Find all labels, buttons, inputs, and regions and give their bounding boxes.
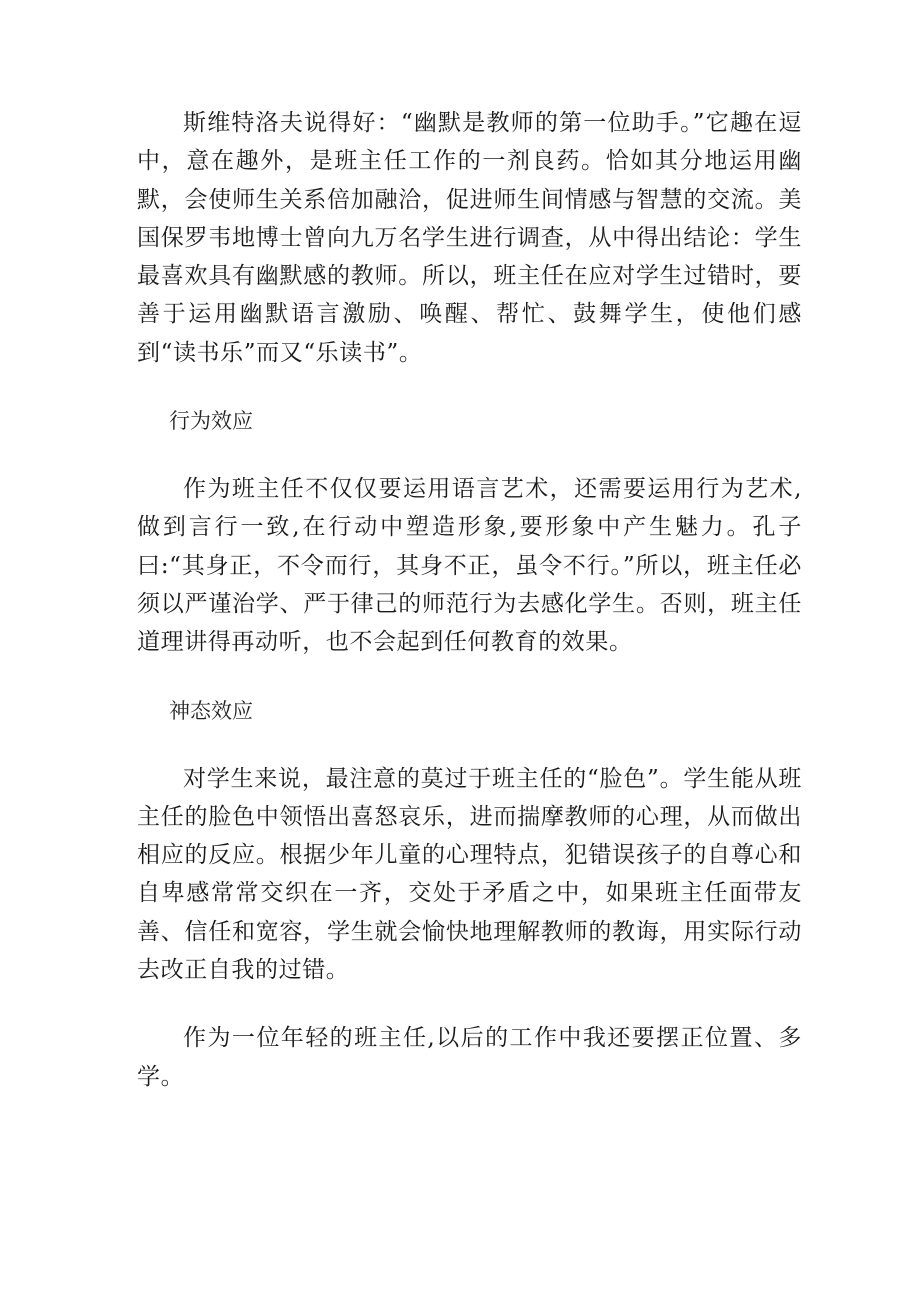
heading-expression-effect: 神态效应 [169, 698, 253, 723]
paragraph-closing: 作为一位年轻的班主任,以后的工作中我还要摆正位置、多学。 [137, 1025, 802, 1090]
paragraph-expression: 对学生来说，最注意的莫过于班主任的“脸色”。学生能从班主任的脸色中领悟出喜怒哀乐，进而揣摩教师的心理，从而做出相应的反应。根据少年儿童的心理特点，犯错误孩子的自尊心和自卑感常常交织在一齐，交处于矛盾之中，如果班主任面带友善、信任和宽容，学生就会愉快地理解教师的教诲，用实际行动去改正自我的过错。 [137, 765, 802, 984]
paragraph-behavior: 作为班主任不仅仅要运用语言艺术，还需要运用行为艺术,做到言行一致,在行动中塑造形象,要形象中产生魅力。孔子曰:“其身正，不令而行，其身不正，虽令不行。”所以，班主任必须以严谨治学、严于律己的师范行为去感化学生。否则，班主任道理讲得再动听，也不会起到任何教育的效果。 [137, 476, 802, 656]
heading-behavior-effect: 行为效应 [169, 409, 253, 434]
paragraph-humor: 斯维特洛夫说得好：“幽默是教师的第一位助手。”它趣在逗中，意在趣外，是班主任工作的一剂良药。恰如其分地运用幽默，会使师生关系倍加融洽，促进师生间情感与智慧的交流。美国保罗韦地博士曾向九万名学生进行调查，从中得出结论：学生最喜欢具有幽默感的教师。所以，班主任在应对学生过错时，要善于运用幽默语言激励、唤醒、帮忙、鼓舞学生，使他们感到“读书乐”而又“乐读书”。 [137, 110, 802, 366]
